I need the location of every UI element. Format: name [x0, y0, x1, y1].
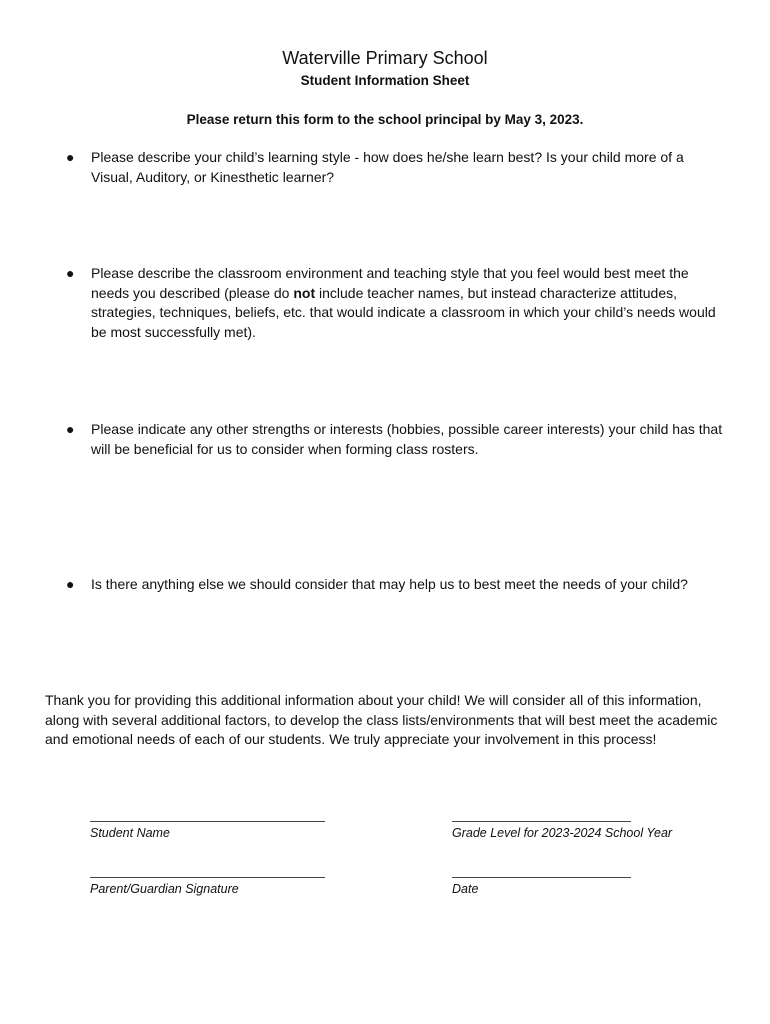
grade-level-label: Grade Level for 2023-2024 School Year [452, 826, 673, 840]
question-text: Please describe your child’s learning style - how does he/she learn best? Is your child more of a Visual, Auditory, or Kinesthetic learner? [91, 149, 684, 185]
question-text [91, 264, 726, 343]
bullet-icon: ● [66, 421, 75, 437]
question-anything-else [66, 575, 726, 595]
closing-paragraph: Thank you for providing this additional information about your child! We will consider all of this information, along with several additional factors, to develop the class lists/environments that will best meet the academic and emotional needs of each of our students. We truly appreciate your involvement in this process! [45, 692, 718, 748]
question-text: Please indicate any other strengths or interests (hobbies, possible career interests) your child has that will be beneficial for us to consider when forming class rosters. [91, 421, 723, 457]
emphasis-not: not [293, 284, 316, 301]
parent-signature-line[interactable] [90, 877, 325, 878]
question-text: Is there anything else we should consider that may help us to best meet the needs of your child? [91, 576, 688, 592]
date-line[interactable] [452, 877, 631, 878]
return-deadline-note: Please return this form to the school principal by May 3, 2023. [186, 112, 584, 127]
page-title: Waterville Primary School [282, 48, 488, 68]
date-label: Date [452, 882, 479, 896]
student-name-line[interactable] [90, 821, 325, 822]
question-strengths-interests [66, 420, 726, 459]
question-text-part: include teacher names, but instead characterize attitudes, strategies, techniques, beliefs, etc. that would indicate a classroom in which your child’s needs would be most successfully met). [91, 284, 716, 341]
bullet-icon: ● [66, 576, 75, 592]
student-name-label: Student Name [90, 826, 170, 840]
bullet-icon: ● [66, 265, 75, 281]
parent-signature-label: Parent/Guardian Signature [90, 882, 239, 896]
question-learning-style [66, 148, 726, 187]
question-classroom-environment [66, 264, 726, 343]
grade-level-line[interactable] [452, 821, 631, 822]
bullet-icon: ● [66, 149, 75, 165]
page-subtitle: Student Information Sheet [300, 73, 470, 88]
question-text-part: Please describe the classroom environment and teaching style that you feel would best meet the needs you described (please do [91, 265, 689, 301]
